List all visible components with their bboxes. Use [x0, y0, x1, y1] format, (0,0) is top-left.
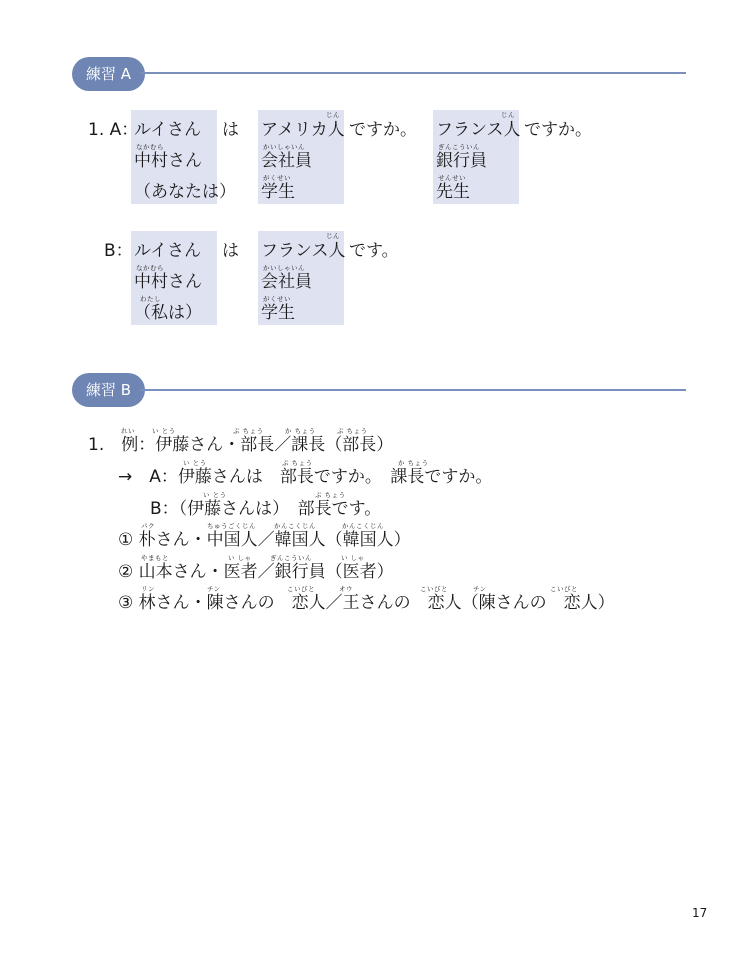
furigana-item3-6: こいびと — [550, 585, 578, 593]
desuka-2: ですか。 — [524, 120, 592, 140]
q-choice1-1-furigana: じん — [326, 111, 340, 119]
section-a-rule — [140, 72, 686, 74]
q-choice2-1: フランス人 — [436, 120, 521, 140]
a-subject-1: ルイさん — [134, 241, 202, 261]
particle-wa-a: は — [222, 241, 239, 261]
a-choice-1: フランス人 — [261, 241, 346, 261]
q-choice1-3: 学生 — [261, 182, 295, 202]
furigana-item3-0: リン — [141, 585, 155, 593]
furigana-item1-1: ちゅうごくじん — [207, 522, 256, 530]
a-subject-3-furigana: わたし — [140, 295, 161, 303]
furigana-item3-3: オウ — [339, 585, 353, 593]
q-subject-2: 中村さん — [134, 151, 202, 171]
q-choice1-3-furigana: がくせい — [263, 174, 291, 182]
a-subject-2-furigana: なかむら — [136, 264, 164, 272]
q-choice2-2-furigana: ぎんこういん — [438, 143, 480, 151]
a-choice-1-furigana: じん — [326, 232, 340, 240]
q-subject-3: （あなたは） — [134, 182, 236, 202]
a-choice-3: 学生 — [261, 303, 295, 323]
furigana-item3-1: チン — [207, 585, 221, 593]
furigana-arrow-a-2: か ちょう — [398, 459, 429, 467]
item-2: ② 山本さん・医者／銀行員（医者） — [118, 562, 394, 582]
furigana-item3-4: こいびと — [420, 585, 448, 593]
q-subject-2-furigana: なかむら — [136, 143, 164, 151]
a-choice-3-furigana: がくせい — [263, 295, 291, 303]
furigana-example-1: い とう — [152, 427, 176, 435]
example-line: 1. 例：伊藤さん・部長／課長（部長） — [88, 435, 394, 455]
b-answer-line: B：（伊藤さんは） 部長です。 — [150, 499, 382, 519]
q-choice2-3: 先生 — [436, 182, 470, 202]
furigana-example-3: か ちょう — [285, 427, 316, 435]
q-choice2-1-furigana: じん — [501, 111, 515, 119]
furigana-item2-1: い しゃ — [228, 554, 252, 562]
furigana-example-0: れい — [121, 427, 135, 435]
b-prefix: B： — [104, 241, 133, 261]
q-choice1-2: 会社員 — [261, 151, 312, 171]
item-1: ① 朴さん・中国人／韓国人（韓国人） — [118, 530, 411, 550]
furigana-item3-5: チン — [473, 585, 487, 593]
furigana-item3-2: こいびと — [287, 585, 315, 593]
q-choice1-2-furigana: かいしゃいん — [263, 143, 305, 151]
a-subject-3: （私は） — [134, 303, 202, 323]
a-choice-2: 会社員 — [261, 272, 312, 292]
furigana-b-line-1: ぶ ちょう — [315, 491, 346, 499]
q-subject-1: ルイさん — [134, 120, 202, 140]
furigana-example-2: ぶ ちょう — [233, 427, 264, 435]
desuka-1: ですか。 — [349, 120, 417, 140]
furigana-item1-3: かんこくじん — [342, 522, 384, 530]
furigana-arrow-a-0: い とう — [183, 459, 207, 467]
arrow-a-line: → A：伊藤さんは 部長ですか。 課長ですか。 — [118, 467, 493, 487]
particle-wa-q: は — [222, 120, 239, 140]
section-b-label: 練習 B — [72, 373, 145, 407]
furigana-arrow-a-1: ぶ ちょう — [282, 459, 313, 467]
desu: です。 — [349, 241, 399, 261]
furigana-item2-3: い しゃ — [341, 554, 365, 562]
section-a-label: 練習 A — [72, 57, 145, 91]
furigana-b-line-0: い とう — [203, 491, 227, 499]
furigana-item1-0: パク — [141, 522, 155, 530]
q-choice2-3-furigana: せんせい — [438, 174, 466, 182]
furigana-item2-2: ぎんこういん — [270, 554, 312, 562]
furigana-item1-2: かんこくじん — [274, 522, 316, 530]
item-3: ③ 林さん・陳さんの 恋人／王さんの 恋人（陳さんの 恋人） — [118, 593, 615, 613]
section-b-rule — [140, 389, 686, 391]
q-choice1-1: アメリカ人 — [261, 120, 345, 140]
a-choice-2-furigana: かいしゃいん — [263, 264, 305, 272]
q-choice2-2: 銀行員 — [436, 151, 487, 171]
furigana-example-4: ぶ ちょう — [337, 427, 368, 435]
a-subject-2: 中村さん — [134, 272, 202, 292]
page-number: 17 — [692, 906, 708, 920]
furigana-item2-0: やまもと — [141, 554, 169, 562]
a-prefix: 1. A： — [88, 120, 139, 140]
